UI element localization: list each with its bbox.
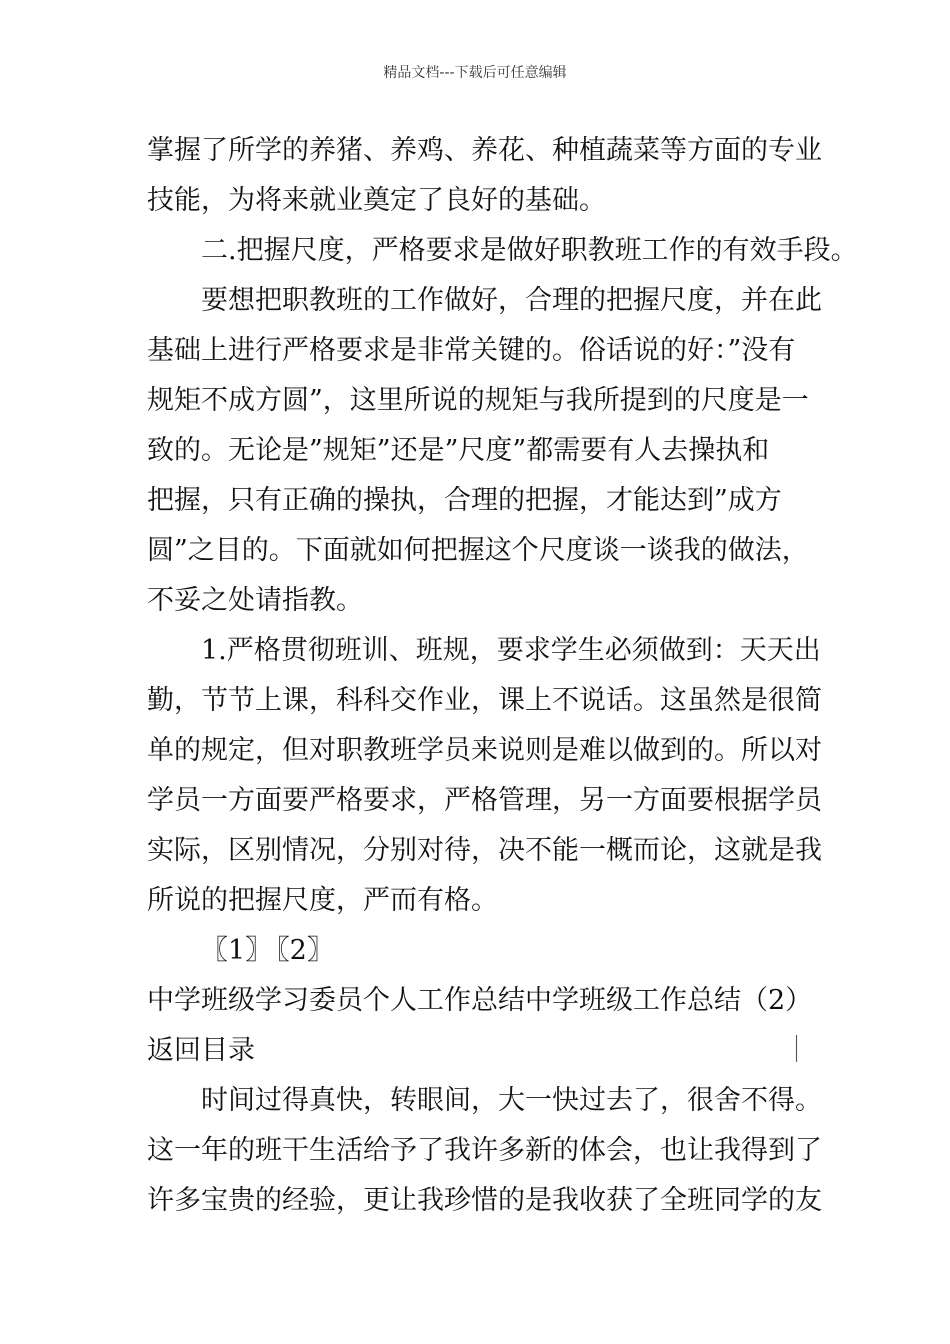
- text-line: 把握，只有正确的操执，合理的把握，才能达到”成方: [147, 485, 782, 516]
- page-header: 精品文档---下载后可任意编辑: [383, 65, 567, 81]
- article-title-text: 中学班级学习委员个人工作总结中学班级工作总结（2）: [147, 985, 813, 1016]
- text-line: 所说的把握尺度，严而有格。: [147, 885, 498, 916]
- text-line: 勤，节节上课，科科交作业，课上不说话。这虽然是很简: [147, 685, 822, 716]
- page-link-2[interactable]: 〖2〗: [276, 935, 334, 966]
- text-line: 基础上进行严格要求是非常关键的。俗话说的好：”没有: [147, 335, 796, 366]
- title-separator: ｜: [783, 1035, 810, 1066]
- document-body: [147, 126, 858, 1226]
- section-heading: 二.把握尺度，严格要求是做好职教班工作的有效手段。: [201, 235, 858, 266]
- text-line: 学员一方面要严格要求，严格管理，另一方面要根据学员: [147, 785, 822, 816]
- text-line: 技能，为将来就业奠定了良好的基础。: [147, 185, 606, 216]
- text-line: 掌握了所学的养猪、养鸡、养花、种植蔬菜等方面的专业: [147, 135, 822, 166]
- text-line: 不妥之处请指教。: [147, 585, 363, 616]
- text-line: 规矩不成方圆”，这里所说的规矩与我所提到的尺度是一: [147, 385, 809, 416]
- back-to-contents: [147, 1026, 810, 1076]
- text-line: 圆”之目的。下面就如何把握这个尺度谈一谈我的做法，: [147, 535, 809, 566]
- text-line: 单的规定，但对职教班学员来说则是难以做到的。所以对: [147, 735, 822, 766]
- pagination: [147, 926, 810, 976]
- text-line: 时间过得真快，转眼间，大一快过去了，很舍不得。: [201, 1085, 822, 1116]
- text-line: 许多宝贵的经验，更让我珍惜的是我收获了全班同学的友: [147, 1185, 822, 1216]
- text-line: 致的。无论是”规矩”还是”尺度”都需要有人去操执和: [147, 435, 770, 466]
- text-line: 实际，区别情况，分别对待，决不能一概而论，这就是我: [147, 835, 822, 866]
- text-line: 这一年的班干生活给予了我许多新的体会，也让我得到了: [147, 1135, 822, 1166]
- page-link-1[interactable]: 〖1〗: [201, 935, 273, 966]
- text-line: 要想把职教班的工作做好，合理的把握尺度，并在此: [201, 285, 822, 316]
- back-to-contents-link[interactable]: 返回目录: [147, 1035, 255, 1066]
- text-line: 1.严格贯彻班训、班规，要求学生必须做到：天天出: [201, 635, 821, 666]
